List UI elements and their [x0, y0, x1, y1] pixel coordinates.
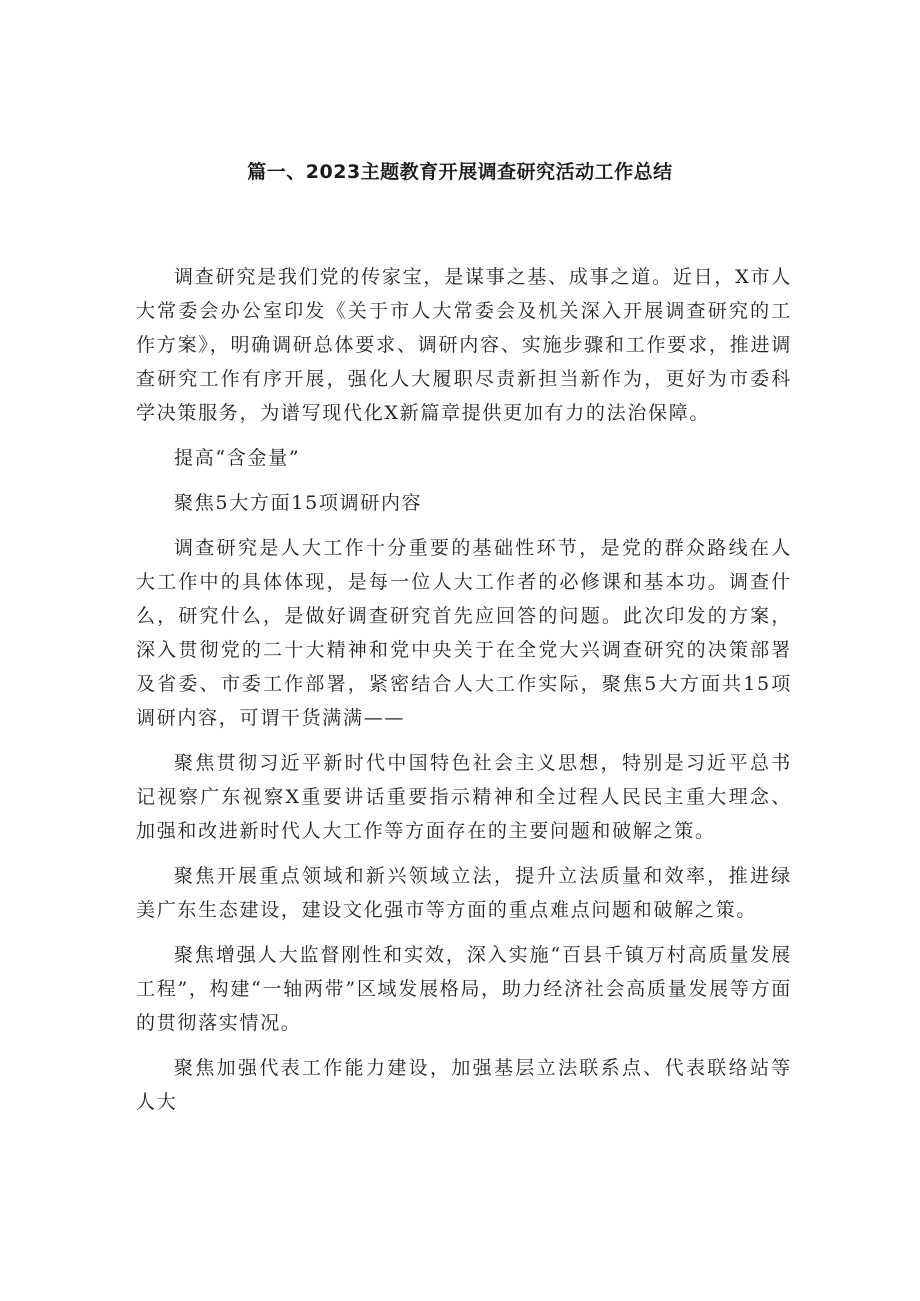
document-body — [136, 260, 792, 1119]
paragraph-heading-quality: 提高“含金量” — [174, 447, 301, 469]
paragraph-basis: 调查研究是人大工作十分重要的基础性环节，是党的群众路线在人大工作中的具体体现，是每一位人大工作者的必修课和基本功。调查什么，研究什么，是做好调查研究首先应回答的问题。此次印发的方案，深入贯彻党的二十大精神和党中央关于在全党大兴调查研究的决策部署及省委、市委工作部署，紧密结合人大工作实际，聚焦5大方面共15项调研内容，可谓干货满满—— — [136, 537, 792, 729]
paragraph-intro: 调查研究是我们党的传家宝，是谋事之基、成事之道。近日，X市人大常委会办公室印发《关于市人大常委会及机关深入开展调查研究的工作方案》，明确调研总体要求、调研内容、实施步骤和工作要求，推进调查研究工作有序开展，强化人大履职尽责新担当新作为，更好为市委科学决策服务，为谱写现代化X新篇章提供更加有力的法治保障。 — [136, 266, 792, 424]
paragraph-focus-representatives: 聚焦加强代表工作能力建设，加强基层立法联系点、代表联络站等人大 — [136, 1057, 792, 1113]
paragraph-focus-supervision: 聚焦增强人大监督刚性和实效，深入实施“百县千镇万村高质量发展工程”，构建“一轴两带”区域发展格局，助力经济社会高质量发展等方面的贯彻落实情况。 — [136, 944, 792, 1034]
document-title: 篇一、2023主题教育开展调查研究活动工作总结 — [247, 161, 673, 183]
paragraph-heading-focus: 聚焦5大方面15项调研内容 — [174, 492, 423, 514]
paragraph-focus-legislation: 聚焦开展重点领域和新兴领域立法，提升立法质量和效率，推进绿美广东生态建设，建设文化强市等方面的重点难点问题和破解之策。 — [136, 865, 792, 921]
paragraph-focus-thought: 聚焦贯彻习近平新时代中国特色社会主义思想，特别是习近平总书记视察广东视察X重要讲话重要指示精神和全过程人民民主重大理念、加强和改进新时代人大工作等方面存在的主要问题和破解之策。 — [136, 752, 792, 842]
